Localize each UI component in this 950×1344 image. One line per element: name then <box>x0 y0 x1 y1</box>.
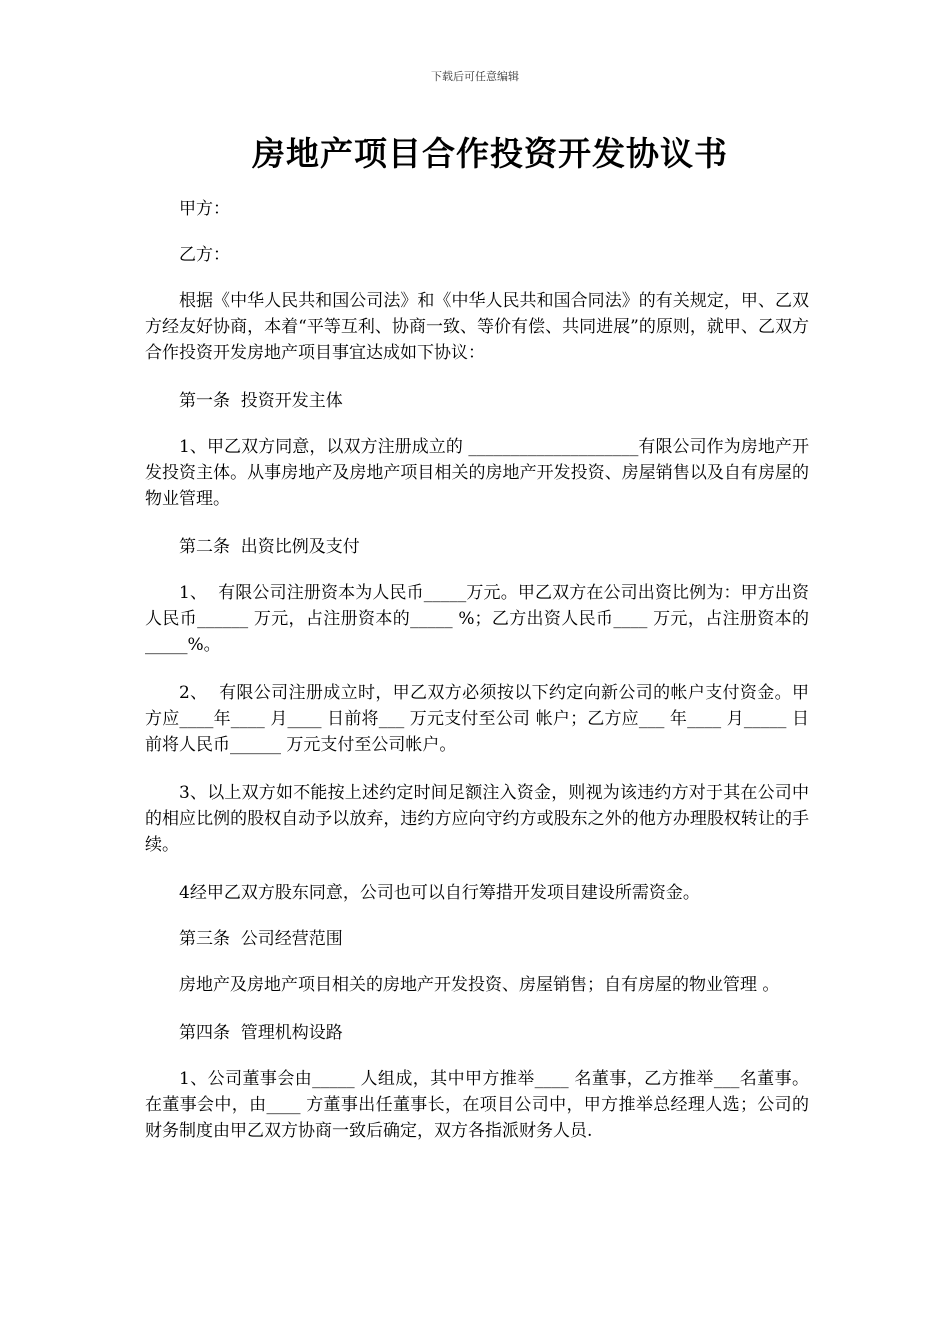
article-2-clause-4: 4经甲乙双方股东同意，公司也可以自行筹措开发项目建设所需资金。 <box>179 883 700 903</box>
article-4-heading: 第四条 管理机构设路 <box>179 1023 343 1043</box>
article-2-clause-1: 1、 有限公司注册资本为人民币_____万元。甲乙双方在公司出资比例为：甲方出资人民币______ 万元，占注册资本的_____ %；乙方出资人民币____ 万元，占注册资本的 _____%。 <box>145 583 815 655</box>
preamble-paragraph: 根据《中华人民共和国公司法》和《中华人民共和国合同法》的有关规定，甲、乙双方经友好协商，本着“平等互利、协商一致、等价有偿、共同进展”的原则，就甲、乙双方合作投资开发房地产项目事宜达成如下协议： <box>145 291 809 363</box>
article-2-heading: 第二条 出资比例及支付 <box>179 537 360 557</box>
document-body <box>145 196 815 1166</box>
article-1-clause-1: 1、甲乙双方同意，以双方注册成立的 ____________________有限公司作为房地产开发投资主体。从事房地产及房地产项目相关的房地产开发投资、房屋销售以及自有房屋的物业管理。 <box>145 437 809 509</box>
article-3-body: 房地产及房地产项目相关的房地产开发投资、房屋销售；自有房屋的物业管理 。 <box>179 975 780 995</box>
article-3-heading: 第三条 公司经营范围 <box>179 929 343 949</box>
article-4-clause-1: 1、公司董事会由_____ 人组成，其中甲方推举____ 名董事，乙方推举___名董事。在董事会中，由____ 方董事出任董事长，在项目公司中，甲方推举总经理人选；公司的财务制度由甲乙双方协商一致后确定，双方各指派财务人员. <box>145 1069 809 1141</box>
document-title: 房地产项目合作投资开发协议书 <box>252 134 728 173</box>
article-2-clause-2: 2、 有限公司注册成立时，甲乙双方必须按以下约定向新公司的帐户支付资金。甲方应____年____ 月____ 日前将___ 万元支付至公司 帐户；乙方应___ 年____ 月_____ 日前将人民币______ 万元支付至公司帐户。 <box>145 683 809 755</box>
article-2-clause-3: 3、以上双方如不能按上述约定时间足额注入资金，则视为该违约方对于其在公司中的相应比例的股权自动予以放弃，违约方应向守约方或股东之外的他方办理股权转让的手续。 <box>145 783 809 855</box>
article-1-heading: 第一条 投资开发主体 <box>179 391 343 411</box>
party-b-line: 乙方： <box>179 245 230 265</box>
header-note: 下载后可任意编辑 <box>431 70 519 83</box>
party-a-line: 甲方： <box>179 199 230 219</box>
